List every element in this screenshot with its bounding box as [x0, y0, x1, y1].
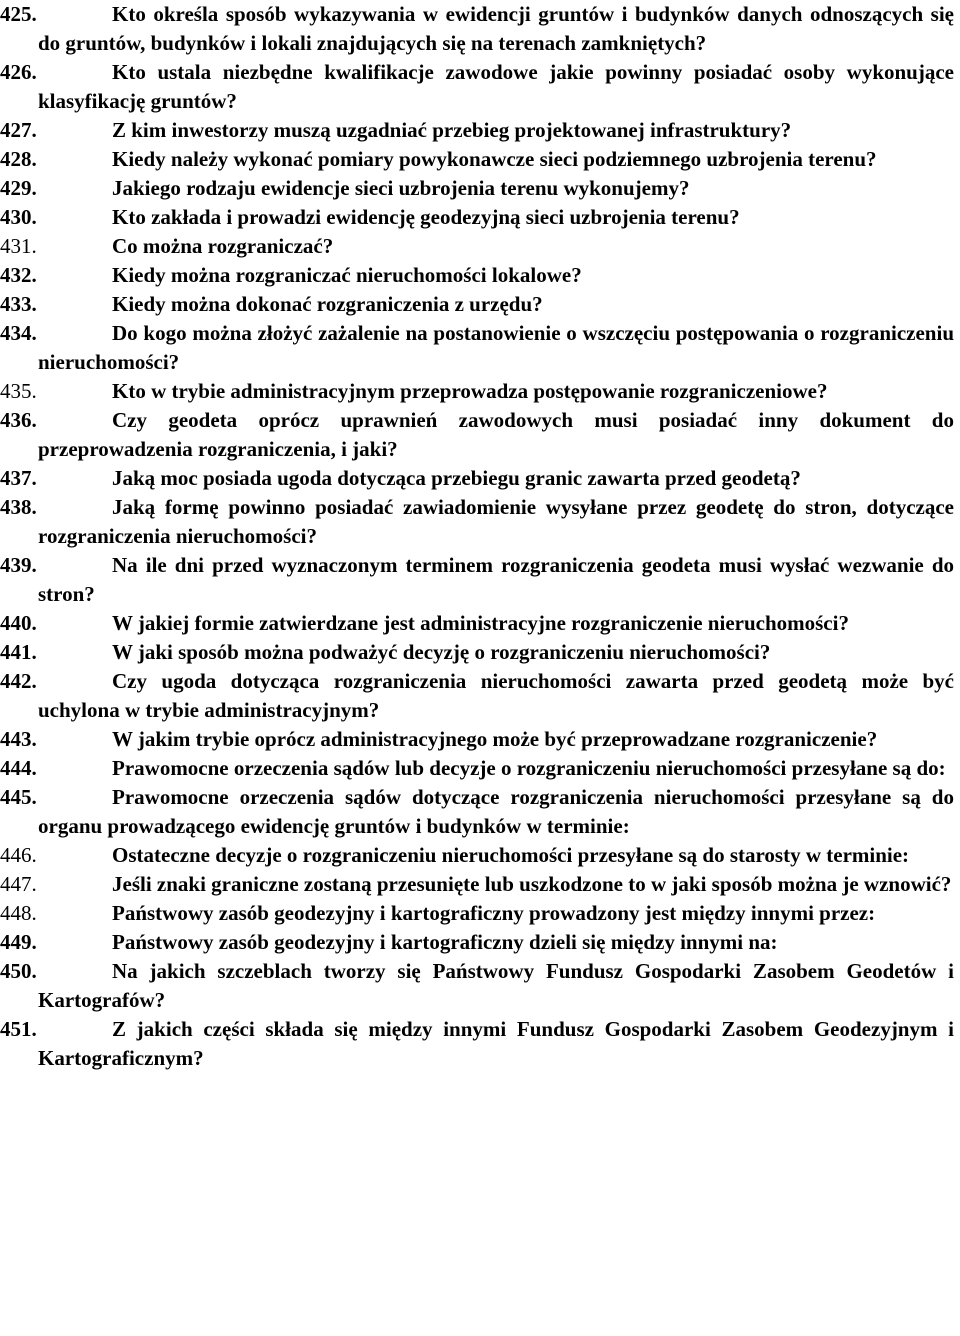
question-item	[0, 609, 960, 638]
question-number: 425.	[0, 2, 37, 26]
question-number: 434.	[0, 321, 37, 345]
question-text: Kiedy należy wykonać pomiary powykonawcze sieci podziemnego uzbrojenia terenu?	[112, 147, 877, 171]
question-text: Ostateczne decyzje o rozgraniczeniu nieruchomości przesyłane są do starosty w terminie:	[112, 843, 910, 867]
question-number: 451.	[0, 1017, 37, 1041]
question-item	[0, 261, 960, 290]
question-item	[0, 232, 960, 261]
question-item	[0, 406, 960, 464]
question-item	[0, 203, 960, 232]
question-item	[0, 319, 960, 377]
question-item	[0, 667, 960, 725]
question-text: Jaką moc posiada ugoda dotycząca przebiegu granic zawarta przed geodetą?	[112, 466, 801, 490]
question-item	[0, 638, 960, 667]
question-text: W jakim trybie oprócz administracyjnego może być przeprowadzane rozgraniczenie?	[112, 727, 878, 751]
question-item	[0, 290, 960, 319]
question-number: 440.	[0, 611, 37, 635]
question-text: Kiedy można rozgraniczać nieruchomości lokalowe?	[112, 263, 582, 287]
question-item	[0, 783, 960, 841]
question-text: Co można rozgraniczać?	[112, 234, 334, 258]
question-number: 448.	[0, 901, 37, 925]
question-text: Kto ustala niezbędne kwalifikacje zawodowe jakie powinny posiadać osoby wykonujące klasyfikację gruntów?	[38, 60, 954, 113]
question-item	[0, 174, 960, 203]
question-item	[0, 58, 960, 116]
question-text: Czy ugoda dotycząca rozgraniczenia nieruchomości zawarta przed geodetą może być uchylona w trybie administracyjnym?	[38, 669, 954, 722]
question-text: Prawomocne orzeczenia sądów lub decyzje o rozgraniczeniu nieruchomości przesyłane są do:	[112, 756, 946, 780]
question-text: Kto zakłada i prowadzi ewidencję geodezyjną sieci uzbrojenia terenu?	[112, 205, 740, 229]
question-text: W jakiej formie zatwierdzane jest administracyjne rozgraniczenie nieruchomości?	[112, 611, 849, 635]
question-number: 447.	[0, 872, 37, 896]
question-number: 443.	[0, 727, 37, 751]
question-number: 446.	[0, 843, 37, 867]
question-number: 449.	[0, 930, 37, 954]
question-number: 450.	[0, 959, 37, 983]
question-item	[0, 116, 960, 145]
question-item	[0, 0, 960, 58]
question-number: 441.	[0, 640, 37, 664]
question-item	[0, 754, 960, 783]
question-item	[0, 957, 960, 1015]
question-number: 430.	[0, 205, 37, 229]
question-text: W jaki sposób można podważyć decyzję o rozgraniczeniu nieruchomości?	[112, 640, 771, 664]
question-text: Kto określa sposób wykazywania w ewidencji gruntów i budynków danych odnoszących się do gruntów, budynków i lokali znajdujących się na terenach zamkniętych?	[38, 2, 954, 55]
question-text: Z jakich części składa się między innymi Fundusz Gospodarki Zasobem Geodezyjnym i Kartograficznym?	[38, 1017, 954, 1070]
question-text: Kiedy można dokonać rozgraniczenia z urzędu?	[112, 292, 543, 316]
question-number: 431.	[0, 234, 37, 258]
question-number: 437.	[0, 466, 37, 490]
question-item	[0, 870, 960, 899]
question-number: 432.	[0, 263, 37, 287]
question-text: Jeśli znaki graniczne zostaną przesunięte lub uszkodzone to w jaki sposób można je wznowić?	[112, 872, 952, 896]
question-item	[0, 145, 960, 174]
question-item	[0, 725, 960, 754]
question-number: 439.	[0, 553, 37, 577]
question-text: Z kim inwestorzy muszą uzgadniać przebieg projektowanej infrastruktury?	[112, 118, 792, 142]
question-number: 445.	[0, 785, 37, 809]
question-text: Jaką formę powinno posiadać zawiadomienie wysyłane przez geodetę do stron, dotyczące rozgraniczenia nieruchomości?	[38, 495, 954, 548]
question-item	[0, 928, 960, 957]
question-text: Do kogo można złożyć zażalenie na postanowienie o wszczęciu postępowania o rozgraniczeniu nieruchomości?	[38, 321, 954, 374]
question-number: 436.	[0, 408, 37, 432]
question-number: 442.	[0, 669, 37, 693]
question-number: 428.	[0, 147, 37, 171]
question-text: Kto w trybie administracyjnym przeprowadza postępowanie rozgraniczeniowe?	[112, 379, 828, 403]
question-number: 433.	[0, 292, 37, 316]
question-number: 438.	[0, 495, 37, 519]
question-item	[0, 377, 960, 406]
question-number: 444.	[0, 756, 37, 780]
question-text: Na jakich szczeblach tworzy się Państwowy Fundusz Gospodarki Zasobem Geodetów i Kartografów?	[38, 959, 954, 1012]
question-number: 429.	[0, 176, 37, 200]
question-item	[0, 493, 960, 551]
question-item	[0, 1015, 960, 1073]
question-item	[0, 464, 960, 493]
question-number: 426.	[0, 60, 37, 84]
question-text: Państwowy zasób geodezyjny i kartograficzny dzieli się między innymi na:	[112, 930, 778, 954]
question-text: Państwowy zasób geodezyjny i kartograficzny prowadzony jest między innymi przez:	[112, 901, 876, 925]
question-number: 435.	[0, 379, 37, 403]
question-text: Czy geodeta oprócz uprawnień zawodowych musi posiadać inny dokument do przeprowadzenia rozgraniczenia, i jaki?	[38, 408, 954, 461]
question-text: Prawomocne orzeczenia sądów dotyczące rozgraniczenia nieruchomości przesyłane są do organu prowadzącego ewidencję gruntów i budynków w terminie:	[38, 785, 954, 838]
question-text: Jakiego rodzaju ewidencje sieci uzbrojenia terenu wykonujemy?	[112, 176, 690, 200]
question-item	[0, 841, 960, 870]
question-item	[0, 899, 960, 928]
question-item	[0, 551, 960, 609]
question-text: Na ile dni przed wyznaczonym terminem rozgraniczenia geodeta musi wysłać wezwanie do stron?	[38, 553, 954, 606]
question-number: 427.	[0, 118, 37, 142]
